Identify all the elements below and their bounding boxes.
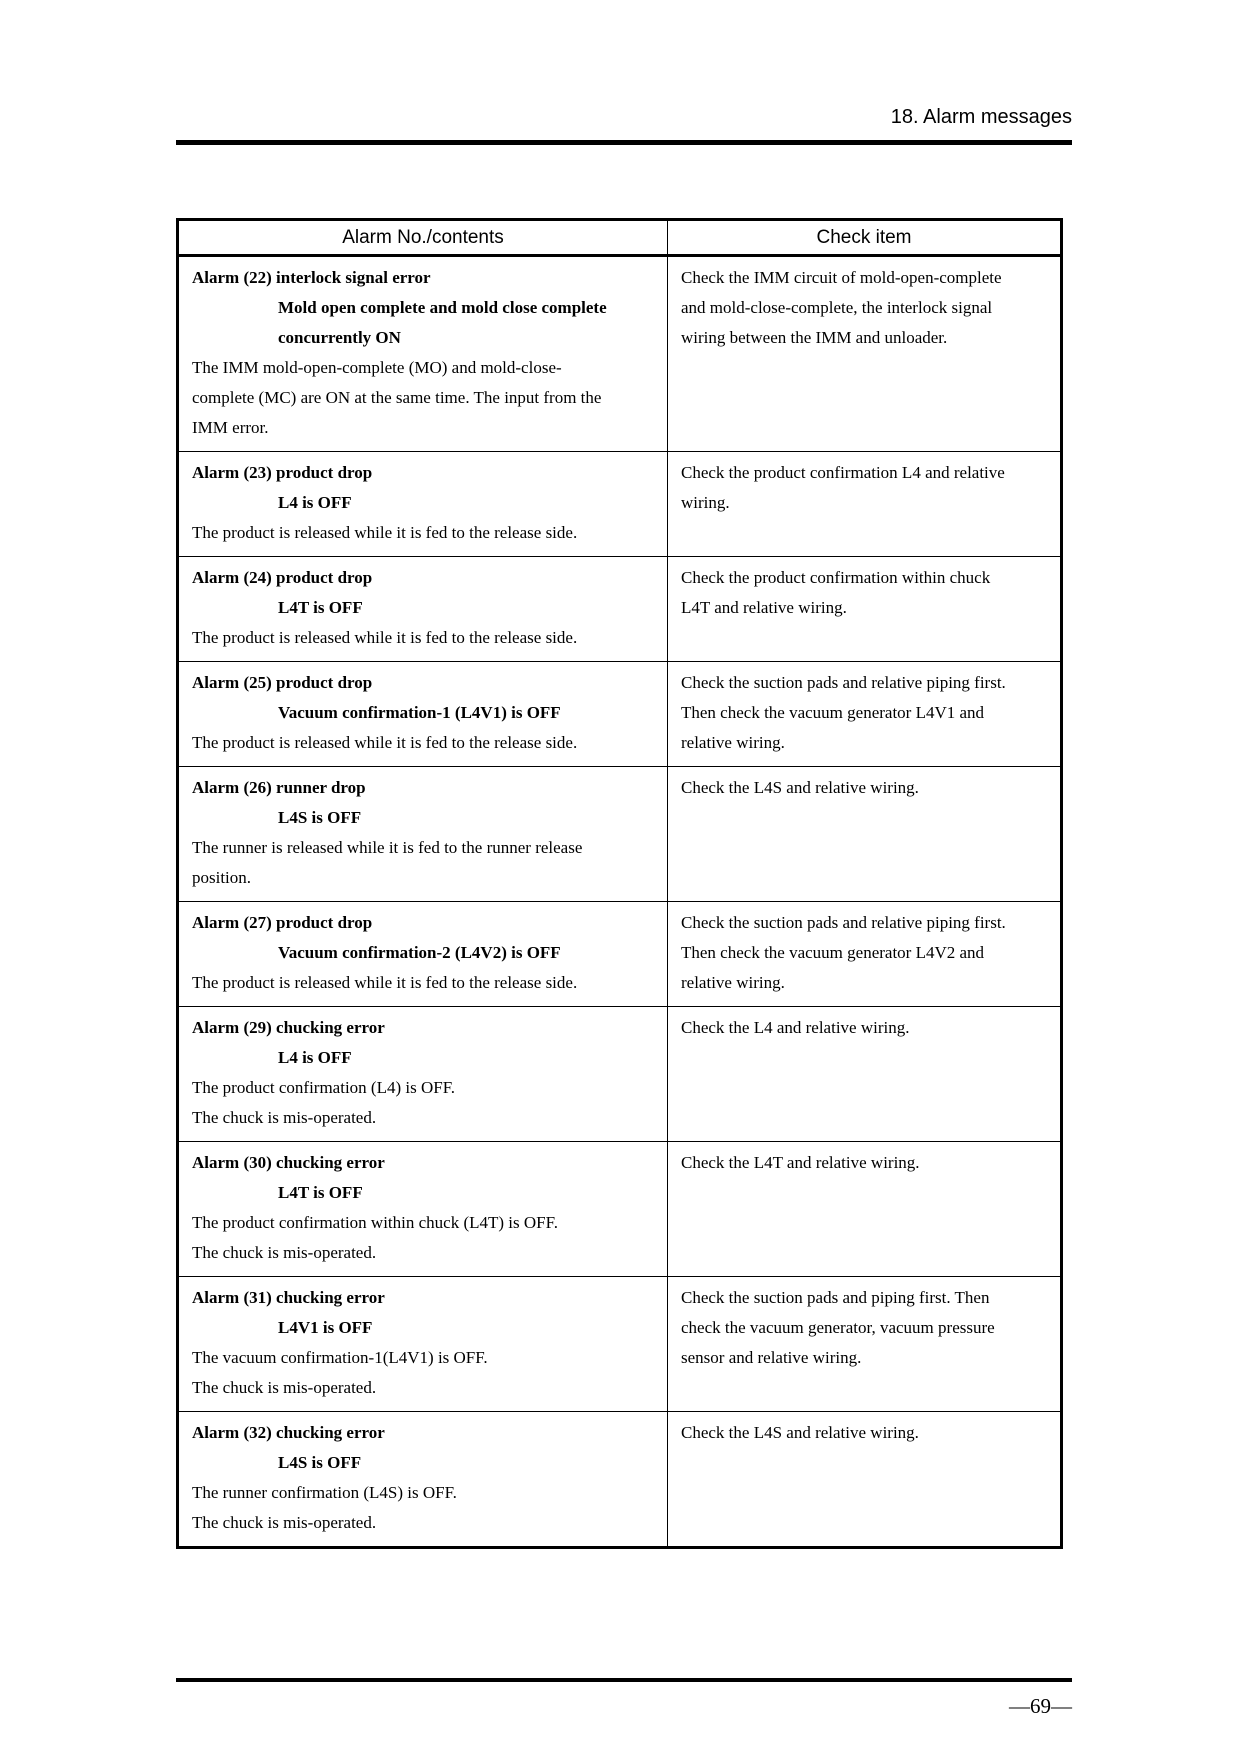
check-item-cell	[668, 767, 1060, 901]
check-item-line: wiring between the IMM and unloader.	[681, 328, 948, 347]
alarm-row	[179, 257, 1060, 451]
header-rule	[176, 140, 1072, 145]
check-item-cell	[668, 662, 1060, 766]
alarm-subtitle-line: L4T is OFF	[278, 598, 363, 617]
alarm-row	[179, 1411, 1060, 1546]
alarm-contents-cell	[179, 767, 668, 901]
alarm-subtitle-line: Vacuum confirmation-2 (L4V2) is OFF	[278, 943, 561, 962]
alarm-row	[179, 1006, 1060, 1141]
check-item-cell	[668, 902, 1060, 1006]
alarm-title: Alarm (31) chucking error	[192, 1288, 385, 1307]
alarm-contents-cell	[179, 452, 668, 556]
alarm-title: Alarm (25) product drop	[192, 673, 373, 692]
check-item-line: Check the product confirmation within chuck	[681, 568, 991, 587]
check-item-cell	[668, 452, 1060, 556]
alarm-contents-cell	[179, 557, 668, 661]
check-item-line: wiring.	[681, 493, 730, 512]
column-header-check-item: Check item	[816, 226, 912, 248]
alarm-description-line: The product is released while it is fed to the release side.	[192, 628, 578, 647]
alarm-description-line: The product is released while it is fed to the release side.	[192, 973, 578, 992]
alarm-title: Alarm (32) chucking error	[192, 1423, 385, 1442]
alarm-row	[179, 1276, 1060, 1411]
alarm-contents-cell	[179, 257, 668, 451]
check-item-line: Check the suction pads and relative piping first.	[681, 673, 1006, 692]
check-item-cell	[668, 1277, 1060, 1411]
alarm-row	[179, 766, 1060, 901]
alarm-description-line: The IMM mold-open-complete (MO) and mold-close-	[192, 358, 562, 377]
alarm-subtitle-line: L4S is OFF	[278, 808, 362, 827]
alarm-subtitle-line: L4S is OFF	[278, 1453, 362, 1472]
check-item-cell	[668, 257, 1060, 451]
alarm-contents-cell	[179, 902, 668, 1006]
alarm-description-line: The product confirmation within chuck (L4T) is OFF.	[192, 1213, 558, 1232]
check-item-line: Check the L4T and relative wiring.	[681, 1153, 920, 1172]
check-item-cell	[668, 1007, 1060, 1141]
alarm-contents-cell	[179, 1142, 668, 1276]
alarm-contents-cell	[179, 662, 668, 766]
alarm-description-line: The chuck is mis-operated.	[192, 1108, 377, 1127]
check-item-line: Check the L4 and relative wiring.	[681, 1018, 910, 1037]
alarm-title: Alarm (30) chucking error	[192, 1153, 385, 1172]
alarm-title: Alarm (26) runner drop	[192, 778, 366, 797]
check-item-line: relative wiring.	[681, 733, 785, 752]
alarm-description-line: position.	[192, 868, 252, 887]
alarm-description-line: IMM error.	[192, 418, 269, 437]
section-header: 18. Alarm messages	[890, 106, 1072, 128]
alarm-subtitle-line: concurrently ON	[278, 328, 401, 347]
check-item-line: Check the suction pads and piping first. Then	[681, 1288, 990, 1307]
alarm-description-line: The runner confirmation (L4S) is OFF.	[192, 1483, 457, 1502]
alarm-subtitle-line: Vacuum confirmation-1 (L4V1) is OFF	[278, 703, 561, 722]
check-item-line: Check the IMM circuit of mold-open-complete	[681, 268, 1002, 287]
alarm-title: Alarm (27) product drop	[192, 913, 373, 932]
alarm-row	[179, 901, 1060, 1006]
alarm-title: Alarm (24) product drop	[192, 568, 373, 587]
alarm-messages-table	[176, 218, 1063, 1549]
check-item-line: Check the suction pads and relative piping first.	[681, 913, 1006, 932]
alarm-contents-cell	[179, 1007, 668, 1141]
alarm-subtitle-line: Mold open complete and mold close complete	[278, 298, 607, 317]
alarm-row	[179, 556, 1060, 661]
alarm-title: Alarm (29) chucking error	[192, 1018, 385, 1037]
alarm-row	[179, 1141, 1060, 1276]
alarm-subtitle-line: L4 is OFF	[278, 1048, 352, 1067]
alarm-title: Alarm (23) product drop	[192, 463, 373, 482]
footer-rule	[176, 1678, 1072, 1682]
check-item-line: check the vacuum generator, vacuum pressure	[681, 1318, 995, 1337]
check-item-line: Then check the vacuum generator L4V2 and	[681, 943, 985, 962]
alarm-row	[179, 661, 1060, 766]
alarm-subtitle-line: L4V1 is OFF	[278, 1318, 373, 1337]
check-item-line: Check the L4S and relative wiring.	[681, 1423, 919, 1442]
alarm-description-line: complete (MC) are ON at the same time. The input from the	[192, 388, 602, 407]
page-number: —69—	[1009, 1694, 1072, 1718]
column-header-alarm-contents: Alarm No./contents	[179, 221, 668, 254]
alarm-description-line: The chuck is mis-operated.	[192, 1513, 377, 1532]
alarm-description-line: The chuck is mis-operated.	[192, 1378, 377, 1397]
alarm-description-line: The chuck is mis-operated.	[192, 1243, 377, 1262]
alarm-subtitle-line: L4T is OFF	[278, 1183, 363, 1202]
check-item-line: and mold-close-complete, the interlock signal	[681, 298, 993, 317]
alarm-description-line: The product is released while it is fed to the release side.	[192, 733, 578, 752]
check-item-cell	[668, 1142, 1060, 1276]
alarm-description-line: The runner is released while it is fed to the runner release	[192, 838, 583, 857]
alarm-title: Alarm (22) interlock signal error	[192, 268, 431, 287]
check-item-line: Check the product confirmation L4 and relative	[681, 463, 1005, 482]
alarm-description-line: The product is released while it is fed to the release side.	[192, 523, 578, 542]
alarm-row	[179, 451, 1060, 556]
alarm-description-line: The vacuum confirmation-1(L4V1) is OFF.	[192, 1348, 488, 1367]
check-item-line: L4T and relative wiring.	[681, 598, 847, 617]
check-item-cell	[668, 1412, 1060, 1546]
alarm-contents-cell	[179, 1277, 668, 1411]
alarm-contents-cell	[179, 1412, 668, 1546]
alarm-description-line: The product confirmation (L4) is OFF.	[192, 1078, 456, 1097]
check-item-line: Check the L4S and relative wiring.	[681, 778, 919, 797]
check-item-line: sensor and relative wiring.	[681, 1348, 862, 1367]
check-item-line: Then check the vacuum generator L4V1 and	[681, 703, 985, 722]
check-item-cell	[668, 557, 1060, 661]
alarm-subtitle-line: L4 is OFF	[278, 493, 352, 512]
table-header-row	[179, 221, 1060, 257]
check-item-line: relative wiring.	[681, 973, 785, 992]
